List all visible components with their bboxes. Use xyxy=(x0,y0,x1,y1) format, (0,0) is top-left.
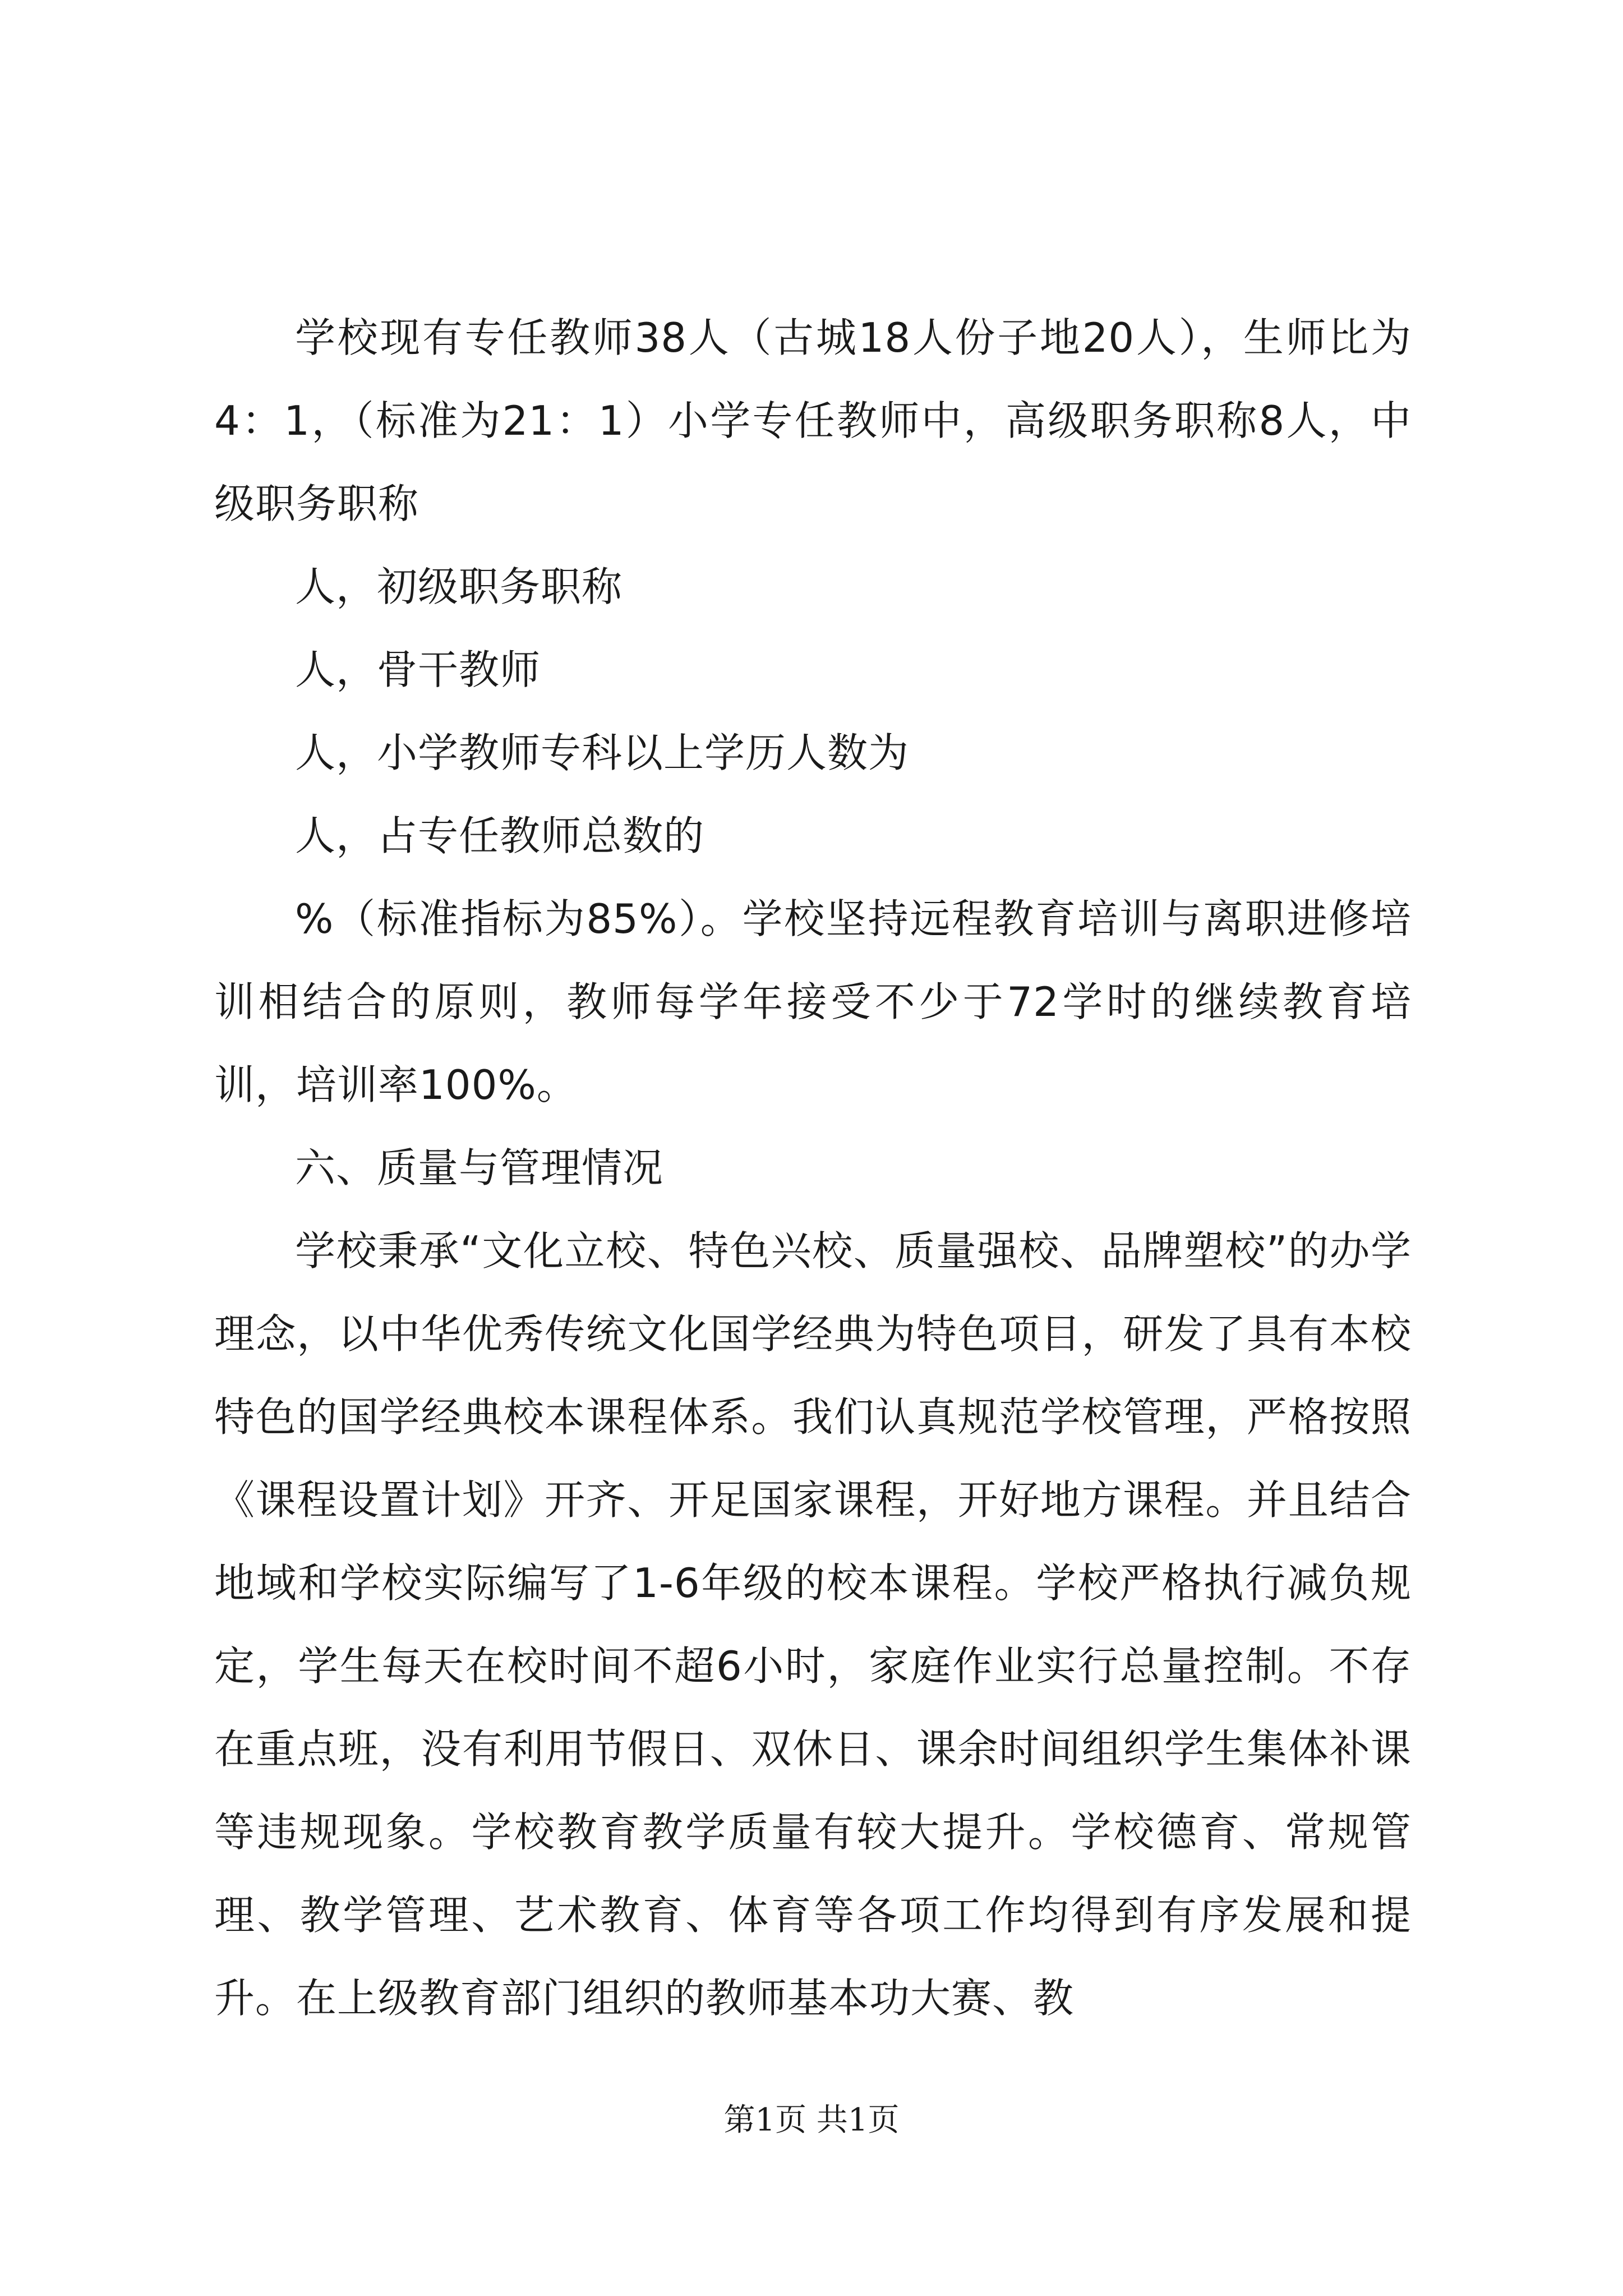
paragraph-school-philosophy: 学校秉承“文化立校、特色兴校、质量强校、品牌塑校”的办学理念，以中华优秀传统文化国学经典为特色项目，研发了具有本校特色的国学经典校本课程体系。我们认真规范学校管理，严格按照《课程设置计划》开齐、开足国家课程，开好地方课程。并且结合地域和学校实际编写了1-6年级的校本课程。学校严格执行减负规定，学生每天在校时间不超6小时，家庭作业实行总量控制。不存在重点班，没有利用节假日、双休日、课余时间组织学生集体补课等违规现象。学校教育教学质量有较大提升。学校德育、常规管理、教学管理、艺术教育、体育等各项工作均得到有序发展和提升。在上级教育部门组织的教师基本功大赛、教 xyxy=(214,1227,1412,2022)
page-footer: 第1页 共1页 xyxy=(723,2102,900,2138)
paragraph-degree-share: 人，占专任教师总数的 xyxy=(295,812,705,859)
paragraph-key-teachers: 人，骨干教师 xyxy=(295,646,541,693)
paragraph-teacher-staffing: 学校现有专任教师38人（古城18人份子地20人），生师比为4：1，（标准为21：1）小学专任教师中，高级职务职称8人，中级职务职称 xyxy=(214,314,1412,527)
paragraph-junior-title: 人，初级职务职称 xyxy=(295,563,623,610)
document-body xyxy=(214,296,1412,2040)
paragraph-training: %（标准指标为85%）。学校坚持远程教育培训与离职进修培训相结合的原则，教师每学年接受不少于72学时的继续教育培训，培训率100%。 xyxy=(214,895,1412,1108)
paragraph-degree-count: 人，小学教师专科以上学历人数为 xyxy=(295,729,910,776)
section-heading-quality-management: 六、质量与管理情况 xyxy=(295,1144,664,1191)
